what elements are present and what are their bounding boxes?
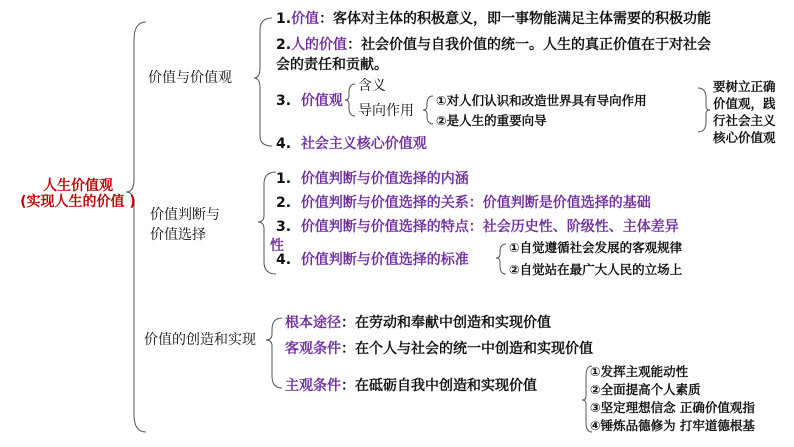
item-num: 1. (276, 171, 292, 187)
item-text: 价值判断与价值选择的特点：社会历史性、阶级性、主体差异 (300, 219, 679, 235)
item-num: 2. (276, 195, 292, 211)
branch1-brace (254, 18, 272, 146)
guide-role-2: ②是人生的重要向导 (436, 113, 547, 128)
subjective-item: ①发挥主观能动性 (590, 364, 689, 379)
item-num: 3. (276, 93, 292, 109)
value-note (713, 78, 776, 146)
guide-role-1: ①对人们认识和改造世界具有导向作用 (436, 93, 647, 108)
root-brace (126, 22, 146, 432)
standard-2: ②自觉站在最广大人民的立场上 (509, 262, 683, 277)
note-line: 行社会主义 (713, 113, 776, 128)
item-term: 根本途径 (285, 315, 341, 331)
value-item-2-cont: 会的责任和贡献。 (276, 57, 388, 73)
value-item-1 (276, 11, 711, 27)
judgment-item-3 (276, 219, 679, 235)
branch-label-line: 价值选择 (150, 227, 206, 243)
item-num: 4. (276, 252, 292, 268)
branch-label-line: 价值判断与 (150, 207, 220, 223)
standard-brace (496, 244, 506, 274)
subjective-list (590, 363, 755, 435)
item-term: 社会主义核心价值观 (300, 136, 427, 152)
item-text: 价值判断与价值选择的标准 (300, 252, 469, 268)
creation-item-3 (285, 378, 537, 394)
judgment-item-1 (276, 171, 469, 187)
branch3-brace (266, 318, 282, 388)
value-item-3 (276, 93, 343, 109)
item-text: ：社会价值与自我价值的统一。人生的真正价值在于对社会 (347, 37, 712, 53)
item-text: 价值判断与价值选择的内涵 (300, 171, 469, 187)
judgment-item-4 (276, 252, 469, 268)
guide-label: 导向作用 (358, 103, 414, 119)
item-num: 3. (276, 219, 292, 235)
branch-judgment-label (150, 205, 220, 245)
root-title-line1: 人生价值观 (43, 178, 113, 194)
item-num: 1. (276, 11, 292, 27)
value-item-2 (276, 37, 711, 53)
item-term: 人的价值 (291, 37, 348, 53)
subjective-item: ④锤炼品德修为 打牢道德根基 (590, 418, 755, 433)
item-text: ：在劳动和奉献中创造和实现价值 (341, 315, 551, 331)
branch-value-label: 价值与价值观 (148, 70, 232, 86)
creation-item-2 (285, 341, 593, 357)
judgment-item-2 (276, 195, 651, 211)
note-line: 价值观，践 (713, 96, 776, 111)
judgment-item-3-cont: 性 (270, 238, 284, 254)
note-line: 核心价值观 (713, 130, 776, 145)
item-text: ：在砥砺自我中创造和实现价值 (341, 378, 537, 394)
branch-creation-label: 价值的创造和实现 (144, 332, 256, 348)
subjective-item: ③坚定理想信念 正确价值观指 (590, 400, 755, 415)
branch2-brace (258, 172, 276, 274)
item-term: 客观条件 (285, 341, 341, 357)
standard-1: ①自觉遵循社会发展的客观规律 (509, 240, 683, 255)
subjective-item: ②全面提高个人素质 (590, 382, 701, 397)
item-text: ：客体对主体的积极意义，即一事物能满足主体需要的积极功能 (319, 11, 712, 27)
meaning-brace (345, 84, 355, 116)
item-text: 价值判断与价值选择的关系：价值判断是价值选择的基础 (300, 195, 651, 211)
root-title (8, 178, 148, 210)
note-line: 要树立正确 (713, 79, 776, 94)
item-term: 价值 (291, 11, 320, 27)
creation-item-1 (285, 315, 551, 331)
item-text: ：在个人与社会的统一中创造和实现价值 (341, 341, 593, 357)
guide-brace (423, 96, 433, 124)
root-title-line2: (实现人生的价值 ) (20, 194, 136, 211)
value-item-4 (276, 136, 427, 152)
item-term: 主观条件 (285, 378, 341, 394)
item-num: 2. (276, 37, 292, 53)
item-term: 价值观 (300, 93, 343, 109)
item-num: 4. (276, 136, 292, 152)
note-brace (698, 88, 710, 132)
meaning-label: 含义 (358, 78, 386, 94)
